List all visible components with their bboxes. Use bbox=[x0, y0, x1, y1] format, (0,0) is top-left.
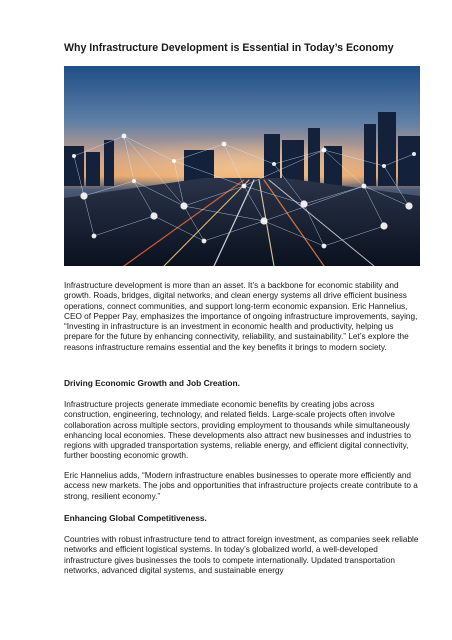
intro-paragraph: Infrastructure development is more than an asset. It’s a backbone for economic stability and growth. Roads, bridges, digital networks, and clean energy systems all drive efficient business operations, connect communities, and support long-term economic expansion. Eric Hannelius, CEO of Pepper Pay, emphasizes the importance of ongoing infrastructure improvements, saying, “Investing in infrastructure is an investment in economic health and productivity, helping us prepare for the future by enhancing connectivity, reliability, and sustainability.” Let’s explore the reasons infrastructure remains essential and the key benefits it brings to modern society. bbox=[64, 281, 418, 352]
competitiveness-paragraph: Countries with robust infrastructure tend to attract foreign investment, as companies seek reliable networks and efficient logistical systems. In today’s globalized world, a well-developed infrastructure gives businesses the tools to compete internationally. Updated transportation networks, advanced digital systems, and sustainable energy bbox=[64, 535, 419, 575]
section-heading-competitiveness: Enhancing Global Competitiveness. bbox=[64, 513, 207, 523]
section-heading-growth: Driving Economic Growth and Job Creation. bbox=[64, 378, 240, 388]
hero-image bbox=[64, 66, 420, 266]
quote-paragraph: Eric Hannelius adds, “Modern infrastructure enables businesses to operate more efficiently and access new markets. The jobs and opportunities that infrastructure projects create contribute to a strong, resilient economy.” bbox=[64, 471, 418, 501]
growth-paragraph: Infrastructure projects generate immediate economic benefits by creating jobs across construction, engineering, technology, and related fields. Large-scale projects often involve collaboration across multiple sectors, providing employment to thousands while simultaneously enhancing local economies. These developments also attract new businesses and industries to regions with upgraded transportation systems, reliable energy, and efficient digital connectivity, further boosting economic growth. bbox=[64, 400, 412, 461]
page-title: Why Infrastructure Development is Essential in Today’s Economy bbox=[64, 42, 394, 54]
